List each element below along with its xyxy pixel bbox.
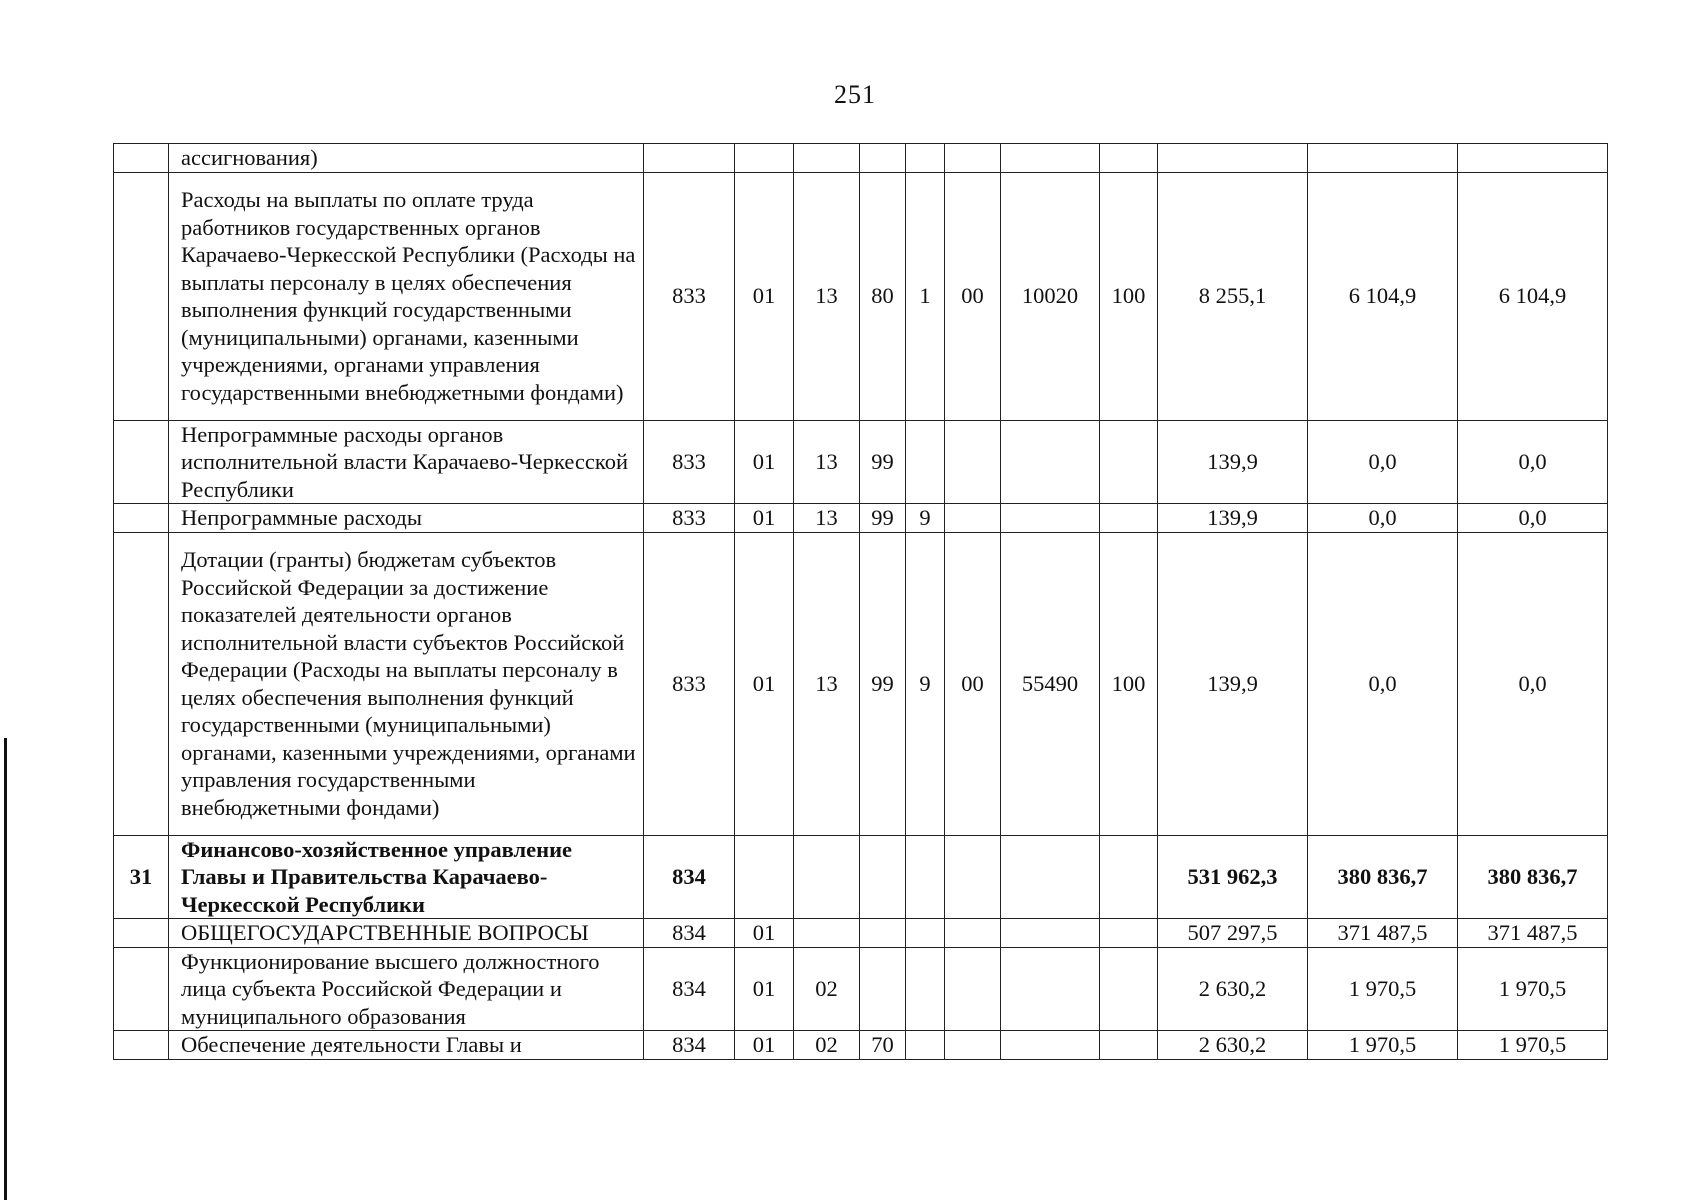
program-code-cell: 99: [860, 532, 906, 835]
amount-cell-2: 380 836,7: [1308, 835, 1458, 919]
table-row: [114, 947, 1608, 1031]
amount-cell-1: [1158, 144, 1308, 173]
direction-code-cell: [1001, 420, 1100, 504]
razdel-code-cell: 01: [735, 919, 794, 948]
amount-cell-2: 0,0: [1308, 420, 1458, 504]
razdel-code-cell: [735, 835, 794, 919]
subprogram-code-cell: [906, 420, 945, 504]
direction-code-cell: [1001, 835, 1100, 919]
table-row: [114, 420, 1608, 504]
program-code-cell: 80: [860, 172, 906, 420]
direction-code-cell: 55490: [1001, 532, 1100, 835]
amount-cell-2: 1 970,5: [1308, 1031, 1458, 1060]
amount-cell-3: 1 970,5: [1458, 947, 1608, 1031]
program-code-cell: 70: [860, 1031, 906, 1060]
row-number-cell: 31: [114, 835, 169, 919]
grbs-code-cell: 834: [644, 1031, 735, 1060]
table-row: [114, 919, 1608, 948]
razdel-code-cell: 01: [735, 420, 794, 504]
row-name-cell: Расходы на выплаты по оплате труда работников государственных органов Карачаево-Черкесской Республики (Расходы на выплаты персоналу в целях обеспечения выполнения функций государственными (муниципальными) органами, казенными учреждениями, органами управления государственными внебюджетными фондами): [169, 172, 644, 420]
amount-cell-1: 8 255,1: [1158, 172, 1308, 420]
direction-code-cell: [1001, 1031, 1100, 1060]
razdel-code-cell: 01: [735, 504, 794, 533]
podrazdel-code-cell: 13: [794, 420, 860, 504]
row-name-cell: ОБЩЕГОСУДАРСТВЕННЫЕ ВОПРОСЫ: [169, 919, 644, 948]
amount-cell-1: 139,9: [1158, 504, 1308, 533]
amount-cell-2: [1308, 144, 1458, 173]
row-number-cell: [114, 947, 169, 1031]
program-code-cell: [860, 144, 906, 173]
podrazdel-code-cell: [794, 919, 860, 948]
subprogram-code-cell: [906, 919, 945, 948]
razdel-code-cell: [735, 144, 794, 173]
podrazdel-code-cell: [794, 835, 860, 919]
expense-type-cell: [1100, 504, 1158, 533]
event-code-cell: 00: [945, 172, 1001, 420]
razdel-code-cell: 01: [735, 172, 794, 420]
table-row: [114, 172, 1608, 420]
row-name-cell: Дотации (гранты) бюджетам субъектов Российской Федерации за достижение показателей деятельности органов исполнительной власти субъектов Российской Федерации (Расходы на выплаты персоналу в целях обеспечения выполнения функций государственными (муниципальными) органами, казенными учреждениями, органами управления государственными внебюджетными фондами): [169, 532, 644, 835]
podrazdel-code-cell: 02: [794, 1031, 860, 1060]
amount-cell-1: 139,9: [1158, 420, 1308, 504]
amount-cell-3: 380 836,7: [1458, 835, 1608, 919]
row-number-cell: [114, 919, 169, 948]
direction-code-cell: [1001, 919, 1100, 948]
subprogram-code-cell: [906, 947, 945, 1031]
grbs-code-cell: 833: [644, 504, 735, 533]
subprogram-code-cell: [906, 835, 945, 919]
podrazdel-code-cell: 13: [794, 532, 860, 835]
grbs-code-cell: 834: [644, 835, 735, 919]
row-number-cell: [114, 532, 169, 835]
table-row: [114, 144, 1608, 173]
row-number-cell: [114, 1031, 169, 1060]
subprogram-code-cell: [906, 144, 945, 173]
expense-type-cell: [1100, 947, 1158, 1031]
event-code-cell: [945, 1031, 1001, 1060]
event-code-cell: [945, 144, 1001, 173]
subprogram-code-cell: 1: [906, 172, 945, 420]
direction-code-cell: [1001, 504, 1100, 533]
podrazdel-code-cell: 13: [794, 172, 860, 420]
program-code-cell: 99: [860, 420, 906, 504]
grbs-code-cell: [644, 144, 735, 173]
program-code-cell: [860, 947, 906, 1031]
program-code-cell: 99: [860, 504, 906, 533]
razdel-code-cell: 01: [735, 532, 794, 835]
subprogram-code-cell: 9: [906, 532, 945, 835]
event-code-cell: 00: [945, 532, 1001, 835]
table-row: [114, 1031, 1608, 1060]
expense-type-cell: [1100, 835, 1158, 919]
program-code-cell: [860, 919, 906, 948]
amount-cell-3: 1 970,5: [1458, 1031, 1608, 1060]
amount-cell-1: 2 630,2: [1158, 947, 1308, 1031]
amount-cell-1: 2 630,2: [1158, 1031, 1308, 1060]
amount-cell-2: 0,0: [1308, 532, 1458, 835]
row-number-cell: [114, 504, 169, 533]
table-row-section-header: [114, 835, 1608, 919]
amount-cell-1: 139,9: [1158, 532, 1308, 835]
row-name-cell: ассигнования): [169, 144, 644, 173]
amount-cell-2: 1 970,5: [1308, 947, 1458, 1031]
podrazdel-code-cell: 13: [794, 504, 860, 533]
scan-edge-line: [4, 738, 7, 1200]
direction-code-cell: [1001, 947, 1100, 1031]
row-name-cell: Функционирование высшего должностного лица субъекта Российской Федерации и муниципального образования: [169, 947, 644, 1031]
amount-cell-3: 6 104,9: [1458, 172, 1608, 420]
direction-code-cell: 10020: [1001, 172, 1100, 420]
row-name-cell: Непрограммные расходы: [169, 504, 644, 533]
row-name-cell: Финансово-хозяйственное управление Главы и Правительства Карачаево-Черкесской Республики: [169, 835, 644, 919]
amount-cell-3: 371 487,5: [1458, 919, 1608, 948]
amount-cell-2: 371 487,5: [1308, 919, 1458, 948]
event-code-cell: [945, 919, 1001, 948]
row-number-cell: [114, 420, 169, 504]
budget-table: [113, 143, 1608, 1060]
amount-cell-3: 0,0: [1458, 504, 1608, 533]
row-number-cell: [114, 144, 169, 173]
grbs-code-cell: 833: [644, 172, 735, 420]
event-code-cell: [945, 947, 1001, 1031]
row-number-cell: [114, 172, 169, 420]
page-number: 251: [834, 80, 876, 109]
expense-type-cell: [1100, 144, 1158, 173]
amount-cell-3: 0,0: [1458, 532, 1608, 835]
subprogram-code-cell: [906, 1031, 945, 1060]
event-code-cell: [945, 504, 1001, 533]
grbs-code-cell: 834: [644, 919, 735, 948]
subprogram-code-cell: 9: [906, 504, 945, 533]
podrazdel-code-cell: 02: [794, 947, 860, 1031]
expense-type-cell: [1100, 420, 1158, 504]
grbs-code-cell: 834: [644, 947, 735, 1031]
row-name-cell: Непрограммные расходы органов исполнительной власти Карачаево-Черкесской Республики: [169, 420, 644, 504]
event-code-cell: [945, 420, 1001, 504]
event-code-cell: [945, 835, 1001, 919]
grbs-code-cell: 833: [644, 532, 735, 835]
amount-cell-3: [1458, 144, 1608, 173]
razdel-code-cell: 01: [735, 1031, 794, 1060]
amount-cell-2: 0,0: [1308, 504, 1458, 533]
amount-cell-1: 507 297,5: [1158, 919, 1308, 948]
table-row: [114, 532, 1608, 835]
amount-cell-3: 0,0: [1458, 420, 1608, 504]
grbs-code-cell: 833: [644, 420, 735, 504]
row-name-cell: Обеспечение деятельности Главы и: [169, 1031, 644, 1060]
expense-type-cell: 100: [1100, 532, 1158, 835]
program-code-cell: [860, 835, 906, 919]
expense-type-cell: 100: [1100, 172, 1158, 420]
table-row: [114, 504, 1608, 533]
expense-type-cell: [1100, 919, 1158, 948]
direction-code-cell: [1001, 144, 1100, 173]
razdel-code-cell: 01: [735, 947, 794, 1031]
podrazdel-code-cell: [794, 144, 860, 173]
amount-cell-1: 531 962,3: [1158, 835, 1308, 919]
amount-cell-2: 6 104,9: [1308, 172, 1458, 420]
expense-type-cell: [1100, 1031, 1158, 1060]
